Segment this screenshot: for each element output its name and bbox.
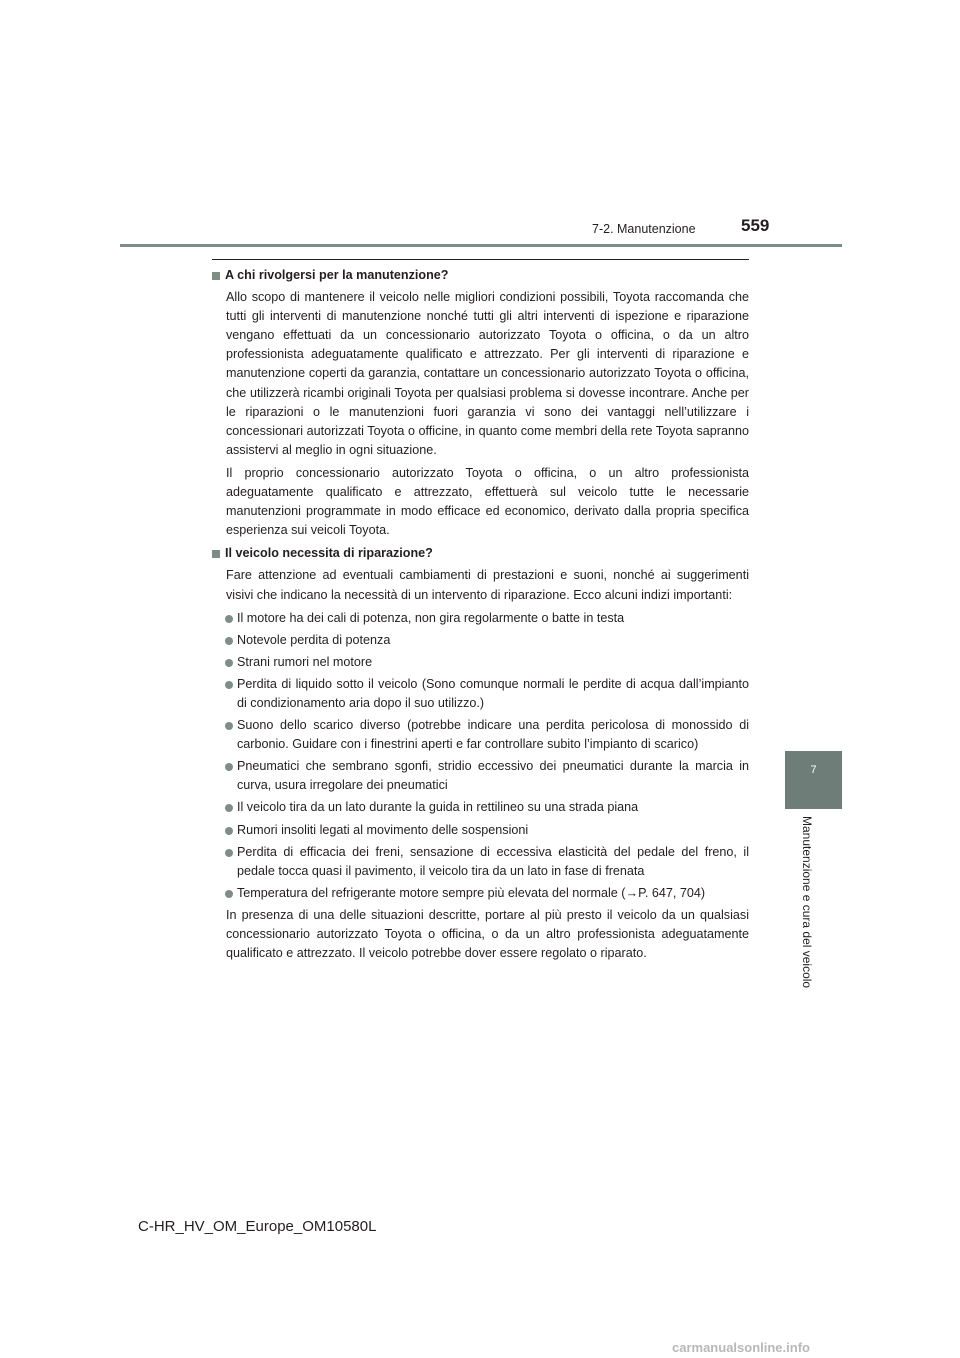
list-item <box>225 843 749 881</box>
chapter-side-label: Manutenzione e cura del veicolo <box>800 816 814 989</box>
list-item-text: Pneumatici che sembrano sgonfi, stridio eccessivo dei pneumatici durante la marcia in curva, usura irregolare dei pneumatici <box>237 759 749 793</box>
list-item <box>225 821 749 840</box>
list-item-text: Rumori insoliti legati al movimento delle sospensioni <box>237 822 529 837</box>
list-item <box>225 757 749 795</box>
paragraph: Il proprio concessionario autorizzato Toyota o officina, o un altro professionista adeguatamente qualificato e attrezzato, effettuerà sul veicolo tutte le necessarie manutenzioni programmate in modo efficace ed economico, derivato dalla propria specifica esperienza sui veicoli Toyota. <box>226 465 749 538</box>
section-heading-who <box>212 266 749 285</box>
chapter-tab[interactable] <box>785 751 842 809</box>
list-item <box>225 675 749 713</box>
header-rule <box>120 244 842 247</box>
section-heading-text: Il veicolo necessita di riparazione? <box>225 546 433 561</box>
list-item-text: Perdita di efficacia dei freni, sensazione di eccessiva elasticità del pedale del freno, il pedale tocca quasi il pavimento, il veicolo tira da un lato in fase di frenata <box>237 844 749 878</box>
closing-paragraph: In presenza di una delle situazioni descritte, portare al più presto il veicolo da un qualsiasi concessionario autorizzato Toyota o officina, o da un altro professionista adeguatamente qualificato e attrezzato. Il veicolo potrebbe dover essere regolato o riparato. <box>226 907 749 961</box>
list-item <box>225 798 749 817</box>
list-item-text: Strani rumori nel motore <box>237 654 373 669</box>
list-item <box>225 653 749 672</box>
circle-bullet-icon <box>225 890 233 898</box>
list-item-text: Il veicolo tira da un lato durante la guida in rettilineo su una strada piana <box>237 800 639 815</box>
footer-doc-code: C-HR_HV_OM_Europe_OM10580L <box>138 1218 377 1235</box>
circle-bullet-icon <box>225 681 233 689</box>
list-item <box>225 716 749 754</box>
list-item-text: Notevole perdita di potenza <box>237 632 391 647</box>
content-top-rule <box>212 259 749 260</box>
list-item-text: Il motore ha dei cali di potenza, non gira regolarmente o batte in testa <box>237 610 625 625</box>
list-item-text: Temperatura del refrigerante motore sempre più elevata del normale (→P. 647, 704) <box>237 885 706 900</box>
chapter-tab-number: 7 <box>810 764 817 776</box>
circle-bullet-icon <box>225 763 233 771</box>
circle-bullet-icon <box>225 827 233 835</box>
circle-bullet-icon <box>225 615 233 623</box>
list-item-text: Suono dello scarico diverso (potrebbe indicare una perdita pericolosa di monossido di carbonio. Guidare con i finestrini aperti e far controllare subito l’impianto di scarico) <box>237 718 749 752</box>
circle-bullet-icon <box>225 722 233 730</box>
list-item <box>225 884 749 903</box>
square-bullet-icon <box>212 272 220 280</box>
main-content <box>212 266 749 967</box>
watermark: carmanualsonline.info <box>672 1340 810 1355</box>
section-heading-repair <box>212 544 749 563</box>
section-heading-text: A chi rivolgersi per la manutenzione? <box>225 268 449 282</box>
header-section-title: 7-2. Manutenzione <box>592 222 696 236</box>
circle-bullet-icon <box>225 804 233 812</box>
paragraph: Fare attenzione ad eventuali cambiamenti di prestazioni e suoni, nonché ai suggerimenti visivi che indicano la necessità di un intervento di riparazione. Ecco alcuni indizi importanti: <box>226 568 749 602</box>
list-item-text: Perdita di liquido sotto il veicolo (Sono comunque normali le perdite di acqua dall’impianto di condizionamento aria dopo il suo utilizzo.) <box>237 676 749 710</box>
paragraph: Allo scopo di mantenere il veicolo nelle migliori condizioni possibili, Toyota raccomanda che tutti gli interventi di manutenzione nonché tutti gli altri interventi di ispezione e riparazione vengano effettuati da un concessionario autorizzato Toyota o officina, o da un altro professionista adeguatamente qualificato e attrezzato. Per gli interventi di riparazione e manutenzione coperti da garanzia, contattare un concessionario autorizzato Toyota o officina, che utilizzerà ricambi originali Toyota per qualsiasi problema si dovesse incontrare. Anche per le riparazioni o le manutenzioni fuori garanzia vi sono dei vantaggi nell’utilizzare i concessionari autorizzati Toyota o officine, in quanto come membri della rete Toyota sapranno assistervi al meglio in ogni situazione. <box>226 290 749 457</box>
square-bullet-icon <box>212 550 220 558</box>
circle-bullet-icon <box>225 849 233 857</box>
list-item <box>225 609 749 628</box>
list-item <box>225 631 749 650</box>
circle-bullet-icon <box>225 659 233 667</box>
page-number: 559 <box>741 216 770 235</box>
circle-bullet-icon <box>225 637 233 645</box>
